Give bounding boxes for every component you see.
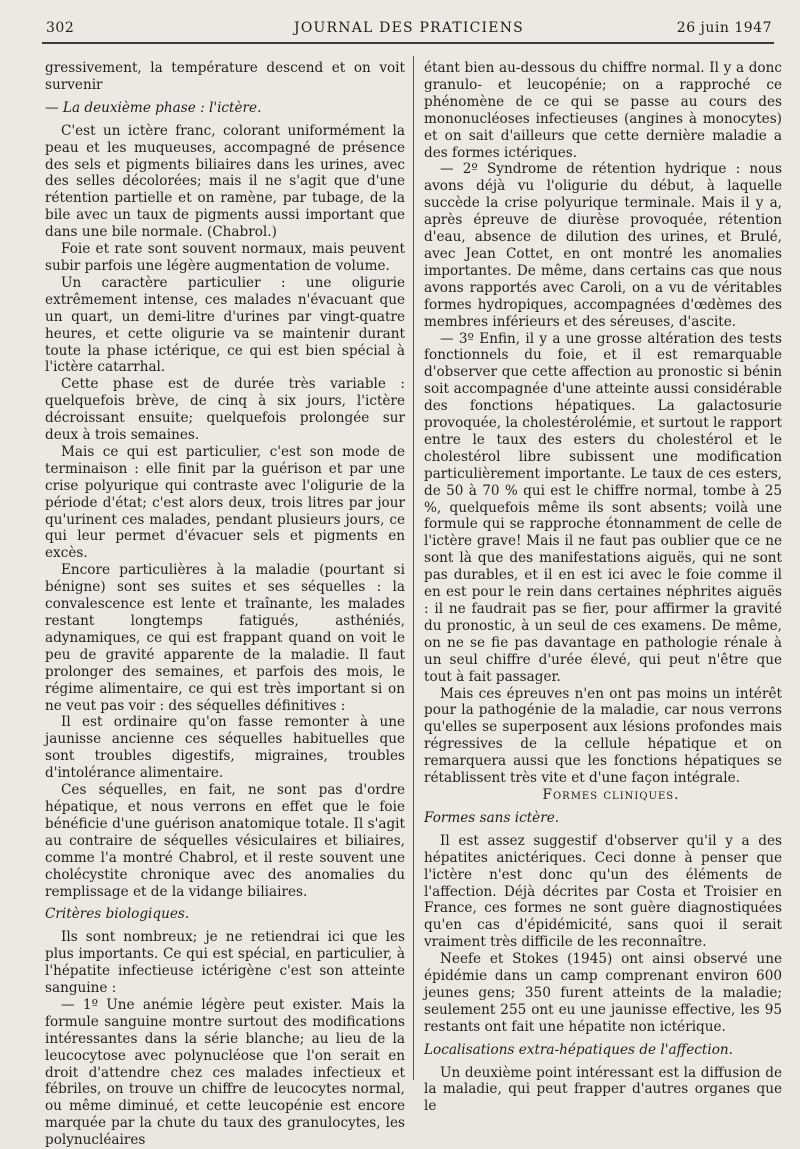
left-column xyxy=(45,60,405,1149)
column-divider xyxy=(413,56,414,1080)
subheading-deuxieme-phase: — La deuxième phase : l'ictère. xyxy=(45,99,262,116)
paragraph: — 1º Une anémie légère peut exister. Mais la formule sanguine montre surtout des modifications intéressantes dans la série blanche; au lieu de la leucocytose avec polynucléose que l'on serait en droit d'attendre chez ces malades infectieux et fébriles, on trouve un chiffre de leucocytes normal, ou même diminué, et cette leucopénie est encore marquée par la chute du taux des granulocytes, les polynucléaires xyxy=(45,996,405,1149)
paragraph: Un deuxième point intéressant est la diffusion de la maladie, qui peut frapper d'autres organes que le xyxy=(424,1064,782,1115)
section-heading-formes-cliniques: Formes cliniques. xyxy=(542,786,680,803)
paragraph: Foie et rate sont souvent normaux, mais peuvent subir parfois une légère augmentation de volume. xyxy=(45,241,405,274)
header-rule xyxy=(42,42,774,44)
paragraph: C'est un ictère franc, colorant uniformément la peau et les muqueuses, accompagné de présence des sels et pigments biliaires dans les urines, avec des selles décolorées; mais il ne s'agit que d'une rétention partielle et on ramène, par tubage, de la bile avec un taux de pigments aussi important que dans une bile normale. (Chabrol.) xyxy=(45,122,405,241)
paragraph: — 2º Syndrome de rétention hydrique : nous avons déjà vu l'oligurie du début, à laquelle succède la crise polyurique terminale. Mais il y a, après épreuve de diurèse provoquée, rétention d'eau, absence de dilution des urines, et Brulé, avec Jean Cottet, en ont montré les anomalies importantes. De même, dans certains cas que nous avons rapportés avec Caroli, on a vu de véritables formes hydropiques, accompagnées d'œdèmes des membres inférieurs et des séreuses, d'ascite. xyxy=(424,161,782,330)
subheading-criteres-biologiques: Critères biologiques. xyxy=(45,906,190,923)
subheading-formes-sans-ictere: Formes sans ictère. xyxy=(424,809,560,826)
paragraph: étant bien au-dessous du chiffre normal. Il y a donc granulo- et leucopénie; on a rapproché ce phénomène de ce qui se passe au cours des mononucléoses infectieuses (angines à monocytes) et on sait d'ailleurs que cette dernière maladie a des formes ictériques. xyxy=(424,60,782,161)
paragraph: Un caractère particulier : une oligurie extrêmement intense, ces malades n'évacuant que un quart, un demi-litre d'urines par vingt-quatre heures, et cette oligurie va se maintenir durant toute la phase ictérique, ce qui est bien spécial à l'ictère catarrhal. xyxy=(45,274,405,376)
paragraph: Ces séquelles, en fait, ne sont pas d'ordre hépatique, et nous verrons en effet que le foie bénéficie d'une guérison anatomique totale. Il s'agit au contraire de séquelles vésiculaires et biliaires, comme l'a montré Chabrol, et il reste souvent une cholécystite chronique avec des anomalies du remplissage et de la vidange biliaires. xyxy=(45,782,405,900)
paragraph: Neefe et Stokes (1945) ont ainsi observé une épidémie dans un camp comprenant environ 600 jeunes gens; 350 furent atteints de la maladie; seulement 255 ont eu une jaunisse effective, les 95 restants ont fait une hépatite non ictérique. xyxy=(424,951,782,1035)
paragraph: Mais ce qui est particulier, c'est son mode de terminaison : elle finit par la guérison et par une crise polyurique qui contraste avec l'oligurie de la période d'état; c'est alors deux, trois litres par jour qu'urinent ces malades, pendant plusieurs jours, ce qui leur permet d'évacuer sels et pigments en excès. xyxy=(45,443,405,562)
right-column xyxy=(424,60,782,1115)
paragraph: Mais ces épreuves n'en ont pas moins un intérêt pour la pathogénie de la maladie, car nous verrons qu'elles se superposent aux lésions profondes mais régressives de la cellule hépatique et on remarquera aussi que les fonctions hépatiques se rétablissent très vite et d'une façon intégrale. xyxy=(424,685,782,787)
paragraph: Encore particulières à la maladie (pourtant si bénigne) sont ses suites et ses séquelles : la convalescence est lente et traînante, les malades restant longtemps fatigués, asthéniés, adynamiques, ce qui est frappant quand on voit le peu de gravité apparente de la maladie. Il faut prolonger des semaines, et parfois des mois, le régime alimentaire, ce qui est très important si on ne veut pas voir : des séquelles définitives : xyxy=(45,562,405,714)
page-header xyxy=(46,14,772,42)
paragraph: gressivement, la température descend et on voit survenir xyxy=(45,60,405,93)
paragraph: Il est assez suggestif d'observer qu'il y a des hépatites anictériques. Ceci donne à penser que l'ictère n'est donc qu'un des éléments de l'affection. Déjà décrites par Costa et Troisier en France, ces formes ne sont guère diagnostiquées qu'en cas d'épidémicité, sans quoi il serait vraiment très difficile de les reconnaître. xyxy=(424,832,782,951)
subheading-localisations: Localisations extra-hépatiques de l'affection. xyxy=(424,1041,733,1058)
page-number: 302 xyxy=(46,20,75,36)
paragraph: — 3º Enfin, il y a une grosse altération des tests fonctionnels du foie, et il est remarquable d'observer que cette affection au pronostic si bénin soit accompagnée d'une atteinte aussi considérable des fonctions hépatiques. La galactosurie provoquée, la cholestérolémie, et surtout le rapport entre le taux des esters du cholestérol et le cholestérol libre subissent une modification particulièrement importante. Le taux de ces esters, de 50 à 70 % qui est le chiffre normal, tombe à 25 %, quelquefois même ils sont absents; voilà une formule qui se rapproche étonnamment de celle de l'ictère grave! Mais il ne faut pas oublier que ce ne sont là que des manifestations aiguës, qui ne sont pas durables, et il en est ici avec le foie comme il en est pour le rein dans certaines néphrites aiguës : il ne faudrait pas se fier, pour affirmer la gravité du pronostic, à un seul de ces examens. De même, on ne se fie pas davantage en pathologie rénale à un seul chiffre d'urée élevé, qui peut n'être que tout à fait passager. xyxy=(424,330,782,685)
issue-date: 26 juin 1947 xyxy=(676,20,772,36)
journal-title: JOURNAL DES PRATICIENS xyxy=(294,20,524,36)
paragraph: Ils sont nombreux; je ne retiendrai ici que les plus importants. Ce qui est spécial, en particulier, à l'hépatite infectieuse ictérigène c'est son atteinte sanguine : xyxy=(45,929,405,997)
paragraph: Il est ordinaire qu'on fasse remonter à une jaunisse ancienne ces séquelles habituelles que sont troubles digestifs, migraines, troubles d'intolérance alimentaire. xyxy=(45,714,405,782)
paragraph: Cette phase est de durée très variable : quelquefois brève, de cinq à six jours, l'ictère décroissant ensuite; quelquefois prolongée sur deux à trois semaines. xyxy=(45,376,405,444)
